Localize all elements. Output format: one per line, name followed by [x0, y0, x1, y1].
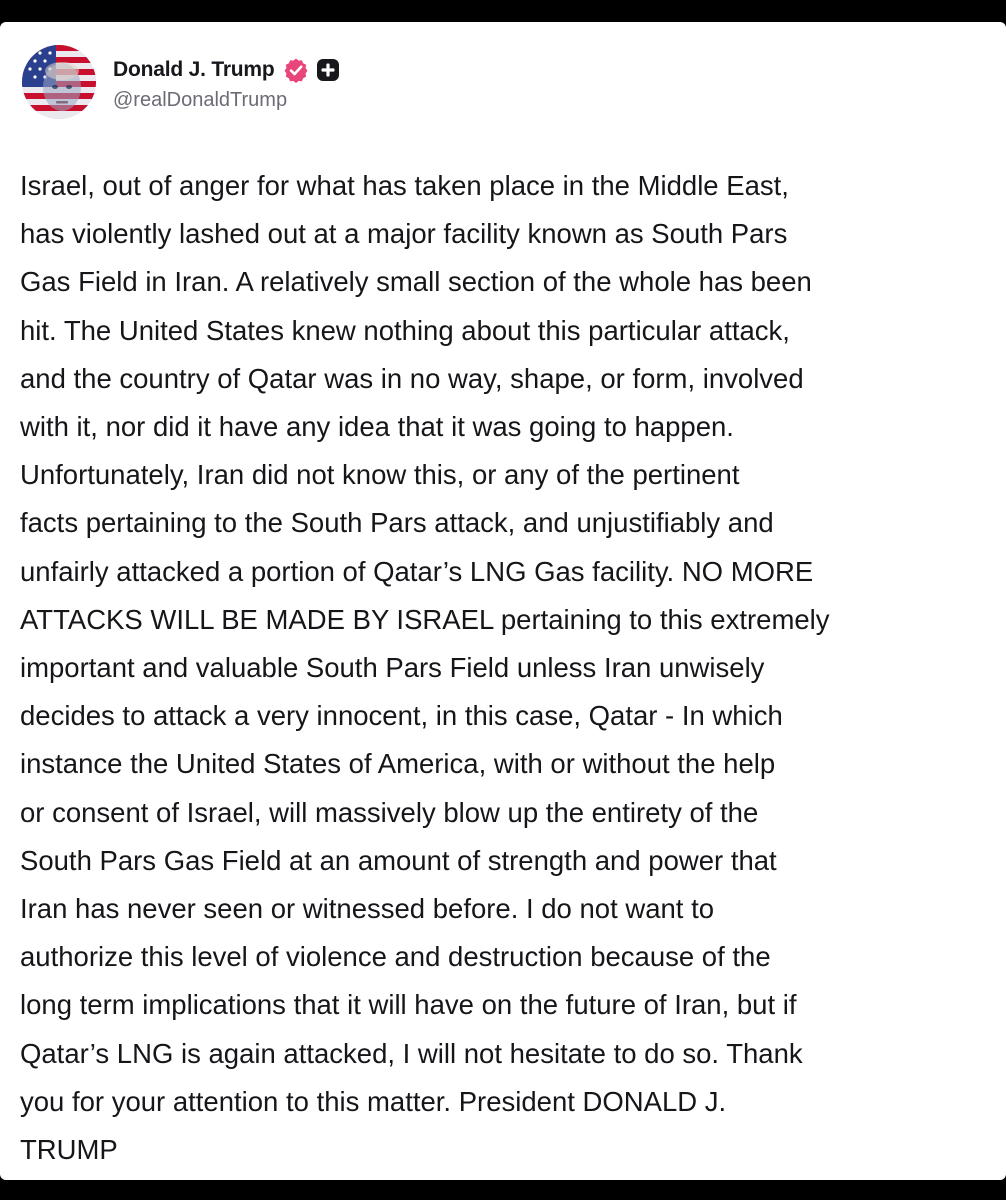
post-header	[22, 44, 340, 120]
post-card	[0, 22, 1006, 1180]
author-handle[interactable]: @realDonaldTrump	[113, 88, 288, 111]
flag-avatar-icon[interactable]	[22, 45, 96, 119]
name-row	[113, 53, 340, 87]
author-display-name[interactable]: Donald J. Trump	[113, 57, 275, 81]
plus-badge-icon	[316, 58, 340, 82]
verified-badge-icon	[283, 57, 309, 83]
post-body-text: Israel, out of anger for what has taken place in the Middle East, has violently lashed out at a major facility known as South Pars Gas Field in Iran. A relatively small section of the whole has been hit. The United States knew nothing about this particular attack, and the country of Qatar was in no way, shape, or form, involved with it, nor did it have any idea that it was going to happen. Unfortunately, Iran did not know this, or any of the pertinent facts pertaining to the South Pars attack, and unjustifiably and unfairly attacked a portion of Qatar’s LNG Gas facility. NO MORE ATTACKS WILL BE MADE BY ISRAEL pertaining to this extremely important and valuable South Pars Field unless Iran unwisely decides to attack a very innocent, in this case, Qatar - In which instance the United States of America, with or without the help or consent of Israel, will massively blow up the entirety of the South Pars Gas Field at an amount of strength and power that Iran has never seen or witnessed before. I do not want to authorize this level of violence and destruction because of the long term implications that it will have on the future of Iran, but if Qatar’s LNG is again attacked, I will not hesitate to do so. Thank you for your attention to this matter. President DONALD J. TRUMP	[20, 170, 830, 1166]
author-identity	[113, 53, 340, 112]
